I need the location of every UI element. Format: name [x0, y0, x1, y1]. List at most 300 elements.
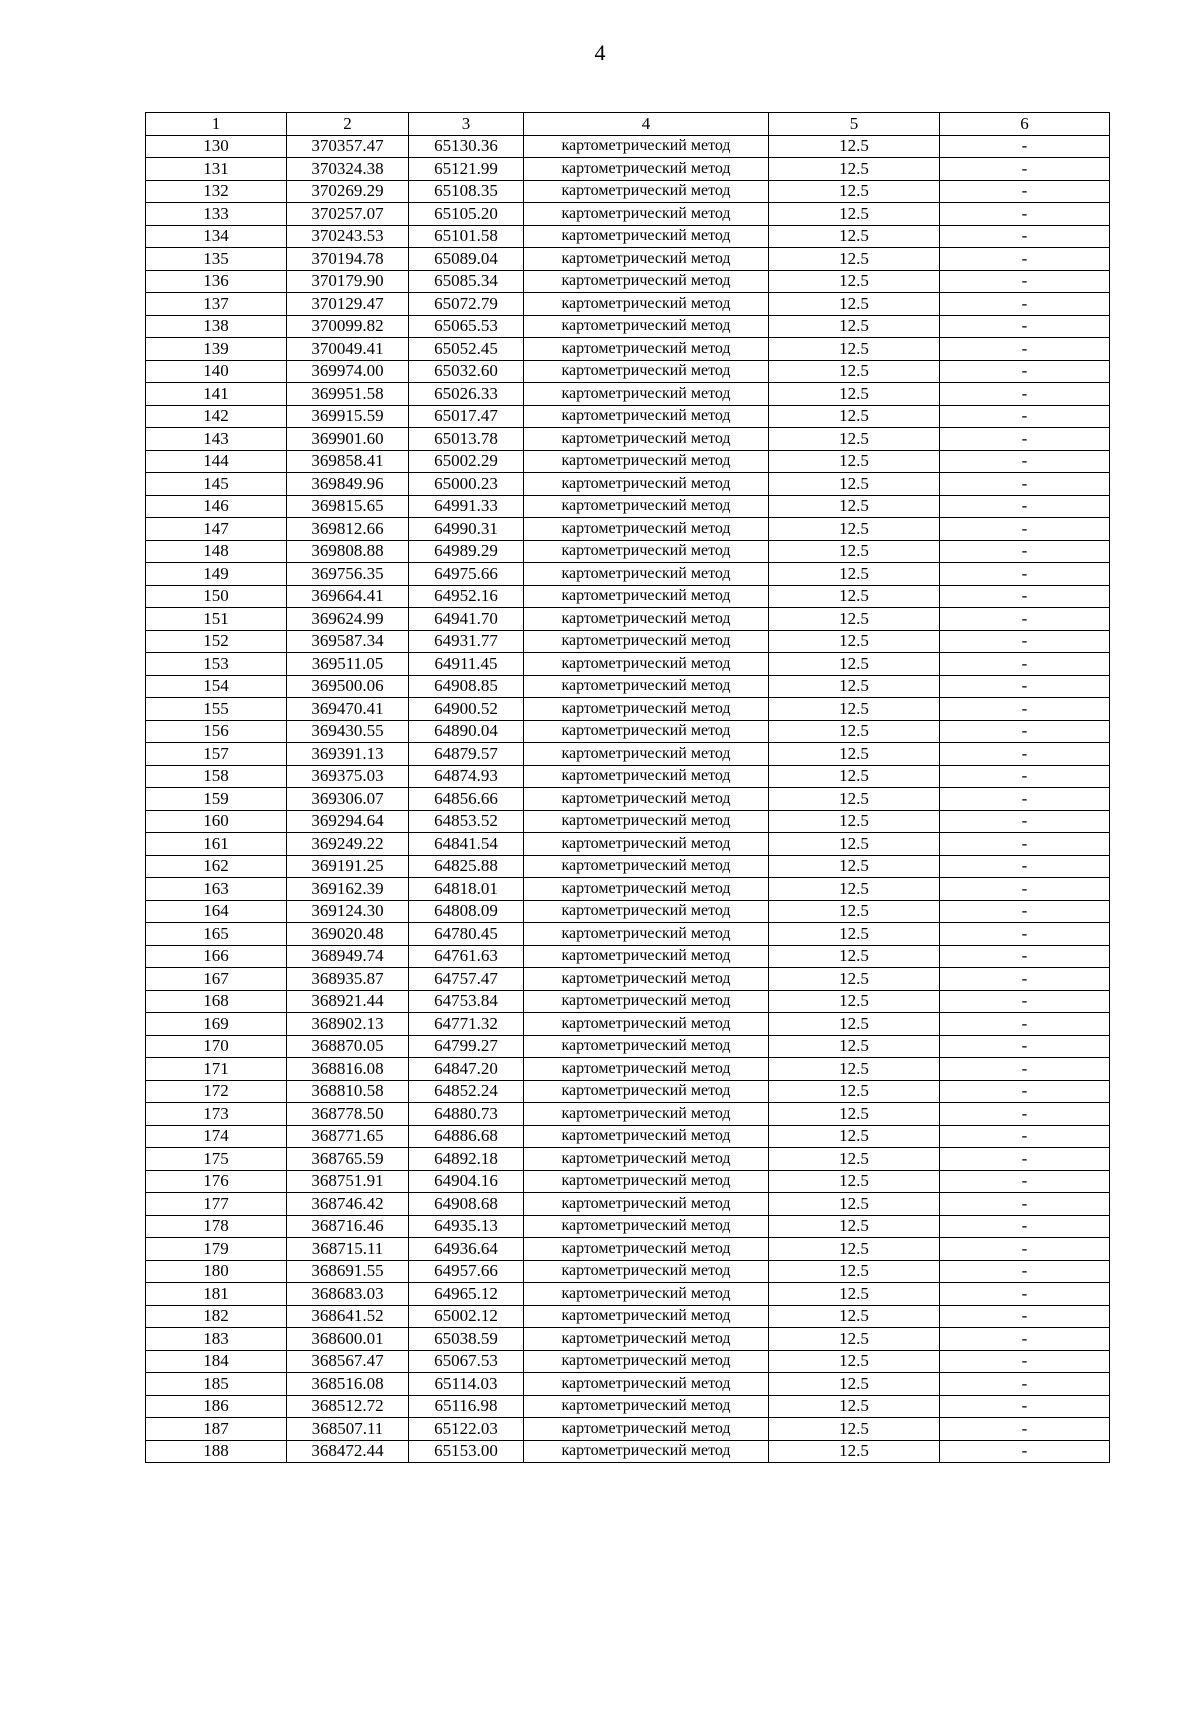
note-cell: - [940, 788, 1110, 811]
precision-cell: 12.5 [769, 518, 940, 541]
note-cell: - [940, 1080, 1110, 1103]
table-row [146, 428, 1110, 451]
method-cell: картометрический метод [524, 923, 769, 946]
coordinate-x-cell: 369849.96 [287, 473, 409, 496]
note-cell: - [940, 720, 1110, 743]
coordinate-y-cell: 64991.33 [409, 495, 524, 518]
method-cell: картометрический метод [524, 495, 769, 518]
coordinate-y-cell: 64841.54 [409, 833, 524, 856]
coordinate-x-cell: 369812.66 [287, 518, 409, 541]
coordinate-y-cell: 64900.52 [409, 698, 524, 721]
precision-cell: 12.5 [769, 540, 940, 563]
point-number-cell: 137 [146, 293, 287, 316]
method-cell: картометрический метод [524, 833, 769, 856]
point-number-cell: 141 [146, 383, 287, 406]
coordinate-x-cell: 369162.39 [287, 878, 409, 901]
point-number-cell: 161 [146, 833, 287, 856]
method-cell: картометрический метод [524, 1148, 769, 1171]
precision-cell: 12.5 [769, 428, 940, 451]
precision-cell: 12.5 [769, 293, 940, 316]
coordinate-y-cell: 64808.09 [409, 900, 524, 923]
precision-cell: 12.5 [769, 158, 940, 181]
point-number-cell: 188 [146, 1440, 287, 1463]
table-row [146, 945, 1110, 968]
note-cell: - [940, 270, 1110, 293]
point-number-cell: 155 [146, 698, 287, 721]
method-cell: картометрический метод [524, 765, 769, 788]
precision-cell: 12.5 [769, 405, 940, 428]
table-row [146, 1103, 1110, 1126]
table-row [146, 900, 1110, 923]
precision-cell: 12.5 [769, 1058, 940, 1081]
method-cell: картометрический метод [524, 1418, 769, 1441]
coordinate-y-cell: 65000.23 [409, 473, 524, 496]
point-number-cell: 170 [146, 1035, 287, 1058]
coordinate-y-cell: 64908.68 [409, 1193, 524, 1216]
table-row [146, 1418, 1110, 1441]
coordinate-y-cell: 64904.16 [409, 1170, 524, 1193]
note-cell: - [940, 1193, 1110, 1216]
table-body [146, 135, 1110, 1463]
page-number: 4 [594, 40, 606, 65]
coordinate-x-cell: 368810.58 [287, 1080, 409, 1103]
coordinate-x-cell: 368921.44 [287, 990, 409, 1013]
table-row [146, 540, 1110, 563]
precision-cell: 12.5 [769, 1125, 940, 1148]
point-number-cell: 164 [146, 900, 287, 923]
coordinate-x-cell: 370179.90 [287, 270, 409, 293]
method-cell: картометрический метод [524, 743, 769, 766]
precision-cell: 12.5 [769, 765, 940, 788]
precision-cell: 12.5 [769, 833, 940, 856]
coordinate-x-cell: 368935.87 [287, 968, 409, 991]
note-cell: - [940, 135, 1110, 158]
table-row [146, 743, 1110, 766]
point-number-cell: 184 [146, 1350, 287, 1373]
point-number-cell: 187 [146, 1418, 287, 1441]
coordinate-x-cell: 368751.91 [287, 1170, 409, 1193]
note-cell: - [940, 945, 1110, 968]
point-number-cell: 130 [146, 135, 287, 158]
table-row [146, 135, 1110, 158]
method-cell: картометрический метод [524, 1395, 769, 1418]
note-cell: - [940, 855, 1110, 878]
coordinate-y-cell: 65085.34 [409, 270, 524, 293]
point-number-cell: 136 [146, 270, 287, 293]
coordinate-y-cell: 64911.45 [409, 653, 524, 676]
table-row [146, 585, 1110, 608]
method-cell: картометрический метод [524, 1260, 769, 1283]
method-cell: картометрический метод [524, 1035, 769, 1058]
coordinate-x-cell: 369664.41 [287, 585, 409, 608]
coordinate-x-cell: 370269.29 [287, 180, 409, 203]
coordinate-x-cell: 369951.58 [287, 383, 409, 406]
table-row [146, 383, 1110, 406]
method-cell: картометрический метод [524, 225, 769, 248]
table-row [146, 968, 1110, 991]
coordinate-x-cell: 368683.03 [287, 1283, 409, 1306]
coordinate-y-cell: 65130.36 [409, 135, 524, 158]
method-cell: картометрический метод [524, 383, 769, 406]
precision-cell: 12.5 [769, 450, 940, 473]
point-number-cell: 156 [146, 720, 287, 743]
method-cell: картометрический метод [524, 315, 769, 338]
point-number-cell: 173 [146, 1103, 287, 1126]
method-cell: картометрический метод [524, 360, 769, 383]
coordinate-x-cell: 370324.38 [287, 158, 409, 181]
method-cell: картометрический метод [524, 788, 769, 811]
coordinate-x-cell: 368472.44 [287, 1440, 409, 1463]
coordinate-y-cell: 64941.70 [409, 608, 524, 631]
precision-cell: 12.5 [769, 788, 940, 811]
coordinate-x-cell: 368765.59 [287, 1148, 409, 1171]
precision-cell: 12.5 [769, 653, 940, 676]
method-cell: картометрический метод [524, 990, 769, 1013]
point-number-cell: 185 [146, 1373, 287, 1396]
coordinate-y-cell: 65052.45 [409, 338, 524, 361]
method-cell: картометрический метод [524, 473, 769, 496]
coordinate-x-cell: 369901.60 [287, 428, 409, 451]
coordinate-y-cell: 64780.45 [409, 923, 524, 946]
precision-cell: 12.5 [769, 135, 940, 158]
note-cell: - [940, 1418, 1110, 1441]
point-number-cell: 138 [146, 315, 287, 338]
coordinate-x-cell: 368949.74 [287, 945, 409, 968]
precision-cell: 12.5 [769, 720, 940, 743]
point-number-cell: 147 [146, 518, 287, 541]
point-number-cell: 172 [146, 1080, 287, 1103]
note-cell: - [940, 495, 1110, 518]
point-number-cell: 143 [146, 428, 287, 451]
coordinate-x-cell: 368641.52 [287, 1305, 409, 1328]
precision-cell: 12.5 [769, 1148, 940, 1171]
method-cell: картометрический метод [524, 203, 769, 226]
point-number-cell: 157 [146, 743, 287, 766]
note-cell: - [940, 158, 1110, 181]
note-cell: - [940, 1058, 1110, 1081]
method-cell: картометрический метод [524, 450, 769, 473]
coordinate-y-cell: 64761.63 [409, 945, 524, 968]
coordinate-y-cell: 64753.84 [409, 990, 524, 1013]
table-row [146, 833, 1110, 856]
precision-cell: 12.5 [769, 1170, 940, 1193]
note-cell: - [940, 473, 1110, 496]
note-cell: - [940, 225, 1110, 248]
coordinate-y-cell: 64886.68 [409, 1125, 524, 1148]
table-row [146, 563, 1110, 586]
table-row [146, 923, 1110, 946]
method-cell: картометрический метод [524, 135, 769, 158]
note-cell: - [940, 1373, 1110, 1396]
table-header [146, 113, 1110, 136]
coordinate-y-cell: 64853.52 [409, 810, 524, 833]
method-cell: картометрический метод [524, 293, 769, 316]
table-row [146, 1013, 1110, 1036]
coordinate-x-cell: 369020.48 [287, 923, 409, 946]
coordinate-y-cell: 64856.66 [409, 788, 524, 811]
coordinate-y-cell: 65108.35 [409, 180, 524, 203]
note-cell: - [940, 1013, 1110, 1036]
coordinate-y-cell: 64975.66 [409, 563, 524, 586]
coordinate-y-cell: 64874.93 [409, 765, 524, 788]
precision-cell: 12.5 [769, 1215, 940, 1238]
precision-cell: 12.5 [769, 878, 940, 901]
point-number-cell: 180 [146, 1260, 287, 1283]
table-row [146, 338, 1110, 361]
coordinate-x-cell: 370049.41 [287, 338, 409, 361]
note-cell: - [940, 1238, 1110, 1261]
method-cell: картометрический метод [524, 630, 769, 653]
coordinate-y-cell: 64880.73 [409, 1103, 524, 1126]
precision-cell: 12.5 [769, 1013, 940, 1036]
coordinate-x-cell: 370099.82 [287, 315, 409, 338]
precision-cell: 12.5 [769, 1305, 940, 1328]
note-cell: - [940, 180, 1110, 203]
note-cell: - [940, 1148, 1110, 1171]
method-cell: картометрический метод [524, 1305, 769, 1328]
table-row [146, 1395, 1110, 1418]
precision-cell: 12.5 [769, 338, 940, 361]
precision-cell: 12.5 [769, 1418, 940, 1441]
note-cell: - [940, 1125, 1110, 1148]
method-cell: картометрический метод [524, 428, 769, 451]
point-number-cell: 162 [146, 855, 287, 878]
point-number-cell: 183 [146, 1328, 287, 1351]
coordinate-x-cell: 368567.47 [287, 1350, 409, 1373]
point-number-cell: 182 [146, 1305, 287, 1328]
method-cell: картометрический метод [524, 180, 769, 203]
note-cell: - [940, 450, 1110, 473]
coordinate-y-cell: 64989.29 [409, 540, 524, 563]
point-number-cell: 142 [146, 405, 287, 428]
coordinate-x-cell: 369294.64 [287, 810, 409, 833]
precision-cell: 12.5 [769, 1440, 940, 1463]
point-number-cell: 135 [146, 248, 287, 271]
coordinate-y-cell: 64890.04 [409, 720, 524, 743]
table-row [146, 315, 1110, 338]
table-row [146, 855, 1110, 878]
precision-cell: 12.5 [769, 630, 940, 653]
table-row [146, 1328, 1110, 1351]
table-row [146, 788, 1110, 811]
coordinate-y-cell: 64825.88 [409, 855, 524, 878]
coordinate-y-cell: 64847.20 [409, 1058, 524, 1081]
point-number-cell: 169 [146, 1013, 287, 1036]
method-cell: картометрический метод [524, 1283, 769, 1306]
coordinate-y-cell: 64965.12 [409, 1283, 524, 1306]
coordinate-y-cell: 65067.53 [409, 1350, 524, 1373]
note-cell: - [940, 878, 1110, 901]
coordinate-x-cell: 370257.07 [287, 203, 409, 226]
coordinate-x-cell: 369858.41 [287, 450, 409, 473]
coordinate-y-cell: 65153.00 [409, 1440, 524, 1463]
method-cell: картометрический метод [524, 945, 769, 968]
point-number-cell: 171 [146, 1058, 287, 1081]
coordinate-x-cell: 368778.50 [287, 1103, 409, 1126]
note-cell: - [940, 698, 1110, 721]
point-number-cell: 146 [146, 495, 287, 518]
method-cell: картометрический метод [524, 540, 769, 563]
precision-cell: 12.5 [769, 698, 940, 721]
note-cell: - [940, 990, 1110, 1013]
note-cell: - [940, 1328, 1110, 1351]
coordinate-x-cell: 368716.46 [287, 1215, 409, 1238]
coordinate-y-cell: 64852.24 [409, 1080, 524, 1103]
note-cell: - [940, 1260, 1110, 1283]
precision-cell: 12.5 [769, 1395, 940, 1418]
table-row [146, 630, 1110, 653]
method-cell: картометрический метод [524, 1058, 769, 1081]
table-row [146, 158, 1110, 181]
table-row [146, 878, 1110, 901]
coordinate-x-cell: 368746.42 [287, 1193, 409, 1216]
method-cell: картометрический метод [524, 675, 769, 698]
note-cell: - [940, 1215, 1110, 1238]
coordinate-y-cell: 65038.59 [409, 1328, 524, 1351]
note-cell: - [940, 923, 1110, 946]
table-row [146, 225, 1110, 248]
precision-cell: 12.5 [769, 360, 940, 383]
table-row [146, 1035, 1110, 1058]
coordinate-y-cell: 65002.29 [409, 450, 524, 473]
coordinate-x-cell: 369915.59 [287, 405, 409, 428]
method-cell: картометрический метод [524, 1238, 769, 1261]
table-row [146, 1058, 1110, 1081]
point-number-cell: 139 [146, 338, 287, 361]
point-number-cell: 145 [146, 473, 287, 496]
table-row [146, 1260, 1110, 1283]
method-cell: картометрический метод [524, 1373, 769, 1396]
coordinate-x-cell: 368516.08 [287, 1373, 409, 1396]
coordinate-y-cell: 65032.60 [409, 360, 524, 383]
method-cell: картометрический метод [524, 968, 769, 991]
coordinate-y-cell: 64908.85 [409, 675, 524, 698]
coordinate-y-cell: 64757.47 [409, 968, 524, 991]
column-header-1: 1 [146, 113, 287, 136]
method-cell: картометрический метод [524, 1013, 769, 1036]
table-row [146, 720, 1110, 743]
note-cell: - [940, 653, 1110, 676]
note-cell: - [940, 1283, 1110, 1306]
point-number-cell: 166 [146, 945, 287, 968]
coordinate-x-cell: 369974.00 [287, 360, 409, 383]
precision-cell: 12.5 [769, 473, 940, 496]
precision-cell: 12.5 [769, 1350, 940, 1373]
precision-cell: 12.5 [769, 1080, 940, 1103]
coordinate-x-cell: 370243.53 [287, 225, 409, 248]
coordinate-y-cell: 65105.20 [409, 203, 524, 226]
coordinate-y-cell: 64818.01 [409, 878, 524, 901]
note-cell: - [940, 968, 1110, 991]
table-row [146, 450, 1110, 473]
table-row [146, 698, 1110, 721]
note-cell: - [940, 383, 1110, 406]
precision-cell: 12.5 [769, 383, 940, 406]
table-row [146, 653, 1110, 676]
note-cell: - [940, 675, 1110, 698]
method-cell: картометрический метод [524, 405, 769, 428]
precision-cell: 12.5 [769, 270, 940, 293]
note-cell: - [940, 630, 1110, 653]
column-header-2: 2 [287, 113, 409, 136]
method-cell: картометрический метод [524, 270, 769, 293]
coordinate-y-cell: 64879.57 [409, 743, 524, 766]
method-cell: картометрический метод [524, 338, 769, 361]
table-row [146, 1373, 1110, 1396]
point-number-cell: 152 [146, 630, 287, 653]
coordinate-x-cell: 369391.13 [287, 743, 409, 766]
note-cell: - [940, 1305, 1110, 1328]
precision-cell: 12.5 [769, 248, 940, 271]
coordinate-x-cell: 368902.13 [287, 1013, 409, 1036]
coordinate-x-cell: 369191.25 [287, 855, 409, 878]
table-row [146, 203, 1110, 226]
note-cell: - [940, 360, 1110, 383]
method-cell: картометрический метод [524, 158, 769, 181]
table-row [146, 1148, 1110, 1171]
coordinate-x-cell: 368870.05 [287, 1035, 409, 1058]
point-number-cell: 160 [146, 810, 287, 833]
table-row [146, 518, 1110, 541]
column-header-6: 6 [940, 113, 1110, 136]
point-number-cell: 154 [146, 675, 287, 698]
note-cell: - [940, 203, 1110, 226]
table-row [146, 1283, 1110, 1306]
point-number-cell: 181 [146, 1283, 287, 1306]
table-row [146, 293, 1110, 316]
coordinate-y-cell: 65072.79 [409, 293, 524, 316]
table-row [146, 675, 1110, 698]
coordinate-x-cell: 369470.41 [287, 698, 409, 721]
coordinate-x-cell: 368600.01 [287, 1328, 409, 1351]
coordinate-y-cell: 65122.03 [409, 1418, 524, 1441]
coordinate-x-cell: 369587.34 [287, 630, 409, 653]
precision-cell: 12.5 [769, 1328, 940, 1351]
note-cell: - [940, 765, 1110, 788]
method-cell: картометрический метод [524, 878, 769, 901]
note-cell: - [940, 428, 1110, 451]
precision-cell: 12.5 [769, 180, 940, 203]
precision-cell: 12.5 [769, 563, 940, 586]
note-cell: - [940, 1103, 1110, 1126]
coordinate-x-cell: 369624.99 [287, 608, 409, 631]
point-number-cell: 186 [146, 1395, 287, 1418]
table-row [146, 1170, 1110, 1193]
table-row [146, 1305, 1110, 1328]
method-cell: картометрический метод [524, 698, 769, 721]
point-number-cell: 158 [146, 765, 287, 788]
method-cell: картометрический метод [524, 1103, 769, 1126]
precision-cell: 12.5 [769, 990, 940, 1013]
coordinate-x-cell: 368512.72 [287, 1395, 409, 1418]
method-cell: картометрический метод [524, 855, 769, 878]
note-cell: - [940, 518, 1110, 541]
coordinate-x-cell: 369249.22 [287, 833, 409, 856]
coordinate-x-cell: 369375.03 [287, 765, 409, 788]
point-number-cell: 149 [146, 563, 287, 586]
method-cell: картометрический метод [524, 1080, 769, 1103]
point-number-cell: 133 [146, 203, 287, 226]
point-number-cell: 168 [146, 990, 287, 1013]
precision-cell: 12.5 [769, 855, 940, 878]
table-row [146, 1125, 1110, 1148]
coordinate-y-cell: 64957.66 [409, 1260, 524, 1283]
table-row [146, 765, 1110, 788]
table-row [146, 1080, 1110, 1103]
coordinate-y-cell: 65013.78 [409, 428, 524, 451]
note-cell: - [940, 315, 1110, 338]
coordinate-x-cell: 369815.65 [287, 495, 409, 518]
